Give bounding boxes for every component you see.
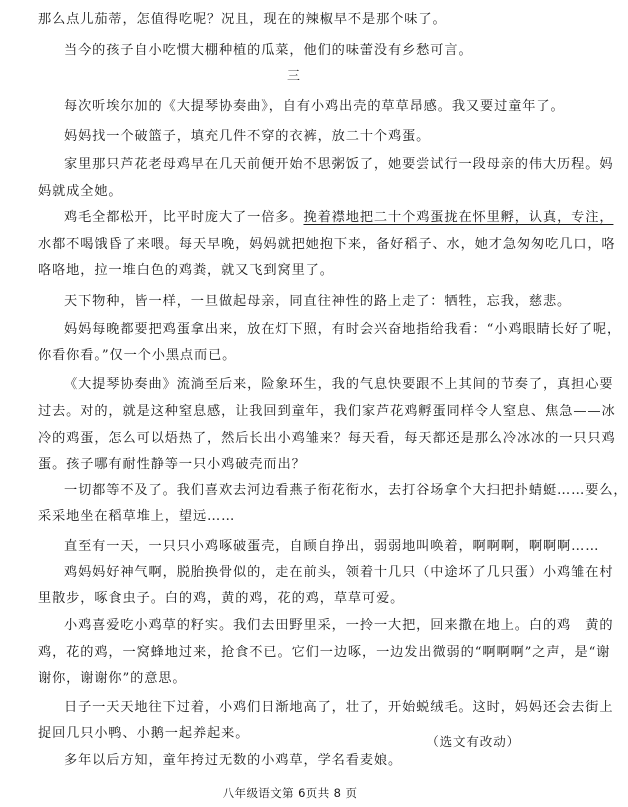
text-line: 一切都等不及了。我们喜欢去河边看燕子衔花衔水，去打谷场拿个大扫把扑蜻蜓……要么， [64,483,628,498]
text-line: 每次听埃尔加的《大提琴协奏曲》，自有小鸡出壳的草草昂感。我又要过童年了。 [64,99,565,114]
text-line: 捉回几只小鸭、小鹅一起养起来。 [38,726,250,741]
text-line: 天下物种，皆一样，一旦做起母亲，同直往神性的路上走了：牺牲，忘我，慈悲。 [64,294,572,309]
text-line: 日子一天天地往下过着，小鸡们日渐地高了，壮了，开始蜕绒毛。这时，妈妈还会去街上 [64,700,614,715]
text-line: 谢你，谢谢你”的意思。 [38,671,187,686]
text-line: 《大提琴协奏曲》流淌至后来，险象环生，我的气息快要跟不上其间的节奏了，真担心要 [64,377,614,392]
text-line: 妈妈每晚都要把鸡蛋拿出来，放在灯下照，有时会兴奋地指给我看：“小鸡眼睛长好了呢， [64,322,622,337]
text-line: 妈就成全她。 [38,184,123,199]
text-line: 冷的鸡蛋，怎么可以焐热了，然后长出小鸡雏来？每天看，每天都还是那么冷冰冰的一只只鸡 [38,431,616,446]
text-line: 水都不喝饿昏了来喂。每天早晚，妈妈就把她抱下来，备好稻子、水，她才急匆匆吃几口，咯 [38,237,616,252]
section-heading: 三 [287,69,301,84]
text-line: 蛋。孩子哪有耐性静等一只小鸡破壳而出？ [38,457,306,472]
text-line: 家里那只芦花老母鸡早在几天前便开始不思粥饭了，她要尝试行一段母亲的伟大历程。妈 [64,157,614,172]
text-line: 那么点儿茄蒂，怎值得吃呢？况且，现在的辣椒早不是那个味了。 [38,12,447,27]
text-line: 鸡，花的鸡，一窝蜂地过来，抢食不已。它们一边啄，一边发出微弱的“啊啊啊”之声，是“谢 [38,645,611,660]
text-segment: 鸡毛全都松开，比平时庞大了一倍多。 [64,210,304,225]
text-line: 咯咯地，拉一堆白色的鸡粪，就又飞到窝里了。 [38,263,334,278]
text-line: 里散步，啄食虫子。白的鸡，黄的鸡，花的鸡，草草可爱。 [38,591,405,606]
text-line: 多年以后方知，童年挎过无数的小鸡草，学名看麦娘。 [64,753,403,768]
text-line [64,206,613,225]
page-footer: 八年级语文第 6页共 8 页 [222,786,358,800]
text-line: 妈妈找一个破篮子，填充几件不穿的衣裤，放二十个鸡蛋。 [64,129,431,144]
underlined-sentence: 挽着襟地把二十个鸡蛋拢在怀里孵，认真，专注， [303,210,614,225]
source-note: （选文有改动） [426,734,520,749]
text-line: 直至有一天，一只只小鸡啄破蛋壳，自顾自挣出，弱弱地叫唤着，啊啊啊，啊啊啊…… [64,539,600,554]
text-line: 当今的孩子自小吃惯大棚种植的瓜菜，他们的味蕾没有乡愁可言。 [64,43,473,58]
text-line: 你看你看。”仅一个小黑点而已。 [38,348,237,363]
text-line: 过去。对的，就是这种窒息感，让我回到童年，我们家芦花鸡孵蛋同样令人窒息、焦急——冰 [38,404,616,419]
text-line: 采采地坐在稻草堆上，望远…… [38,509,236,524]
text-line: 鸡妈妈好神气啊，脱胎换骨似的，走在前头，领着十几只（中途坏了几只蛋）小鸡雏在村 [64,565,614,580]
text-line: 小鸡喜爱吃小鸡草的籽实。我们去田野里采，一拎一大把，回来撒在地上。白的鸡 黄的 [64,618,614,633]
